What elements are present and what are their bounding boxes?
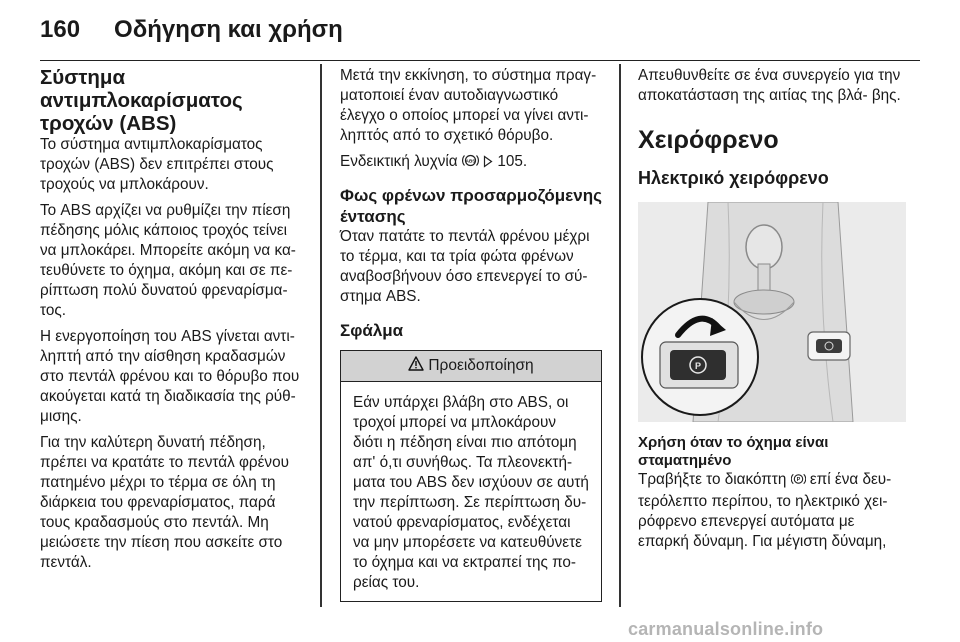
warning-title: Προειδοποίηση bbox=[428, 356, 534, 374]
warning-body bbox=[341, 382, 601, 601]
warning-header bbox=[341, 351, 601, 382]
handbrake-instructions bbox=[638, 470, 908, 552]
watermark-text: carmanualsonline.info bbox=[628, 619, 824, 639]
svg-text:ABS: ABS bbox=[465, 158, 476, 164]
column-left bbox=[40, 66, 302, 579]
page-title: Οδήγηση και χρήση bbox=[114, 16, 343, 43]
brake-light-heading: Φως φρένων προσαρμοζόμενης έντασης bbox=[340, 186, 602, 226]
fault-heading: Σφάλμα bbox=[340, 321, 404, 340]
instruction-text-end: επί ένα δευ- τερόλεπτο περίπου, το ηλεκτρικό χει- ρόφρενο επενεργεί αυτόματα με επαρκή δύναμη. Για μέγιστη δύναμη, bbox=[638, 471, 892, 550]
page-number: 160 bbox=[40, 16, 81, 43]
warning-box bbox=[340, 350, 602, 602]
electric-handbrake-title: Ηλεκτρικό χειρόφρενο bbox=[638, 168, 829, 188]
abs-paragraph: Το σύστημα αντιμπλοκαρίσματος τροχών (ABS) δεν επιτρέπει στους τροχούς να μπλοκάρουν. bbox=[40, 136, 274, 193]
instruction-text-start: Τραβήξτε το διακόπτη bbox=[638, 471, 787, 488]
page-header bbox=[40, 10, 343, 50]
abs-paragraph: Η ενεργοποίηση του ABS γίνεται αντι- ληπτή από την αίσθηση κραδασμών στο πεντάλ φρένου και το θόρυβο που ακούγεται κατά τη διαδικασία της ρύθ- μισης. bbox=[40, 328, 300, 425]
parking-brake-icon bbox=[791, 472, 806, 492]
page-reference-arrow-icon bbox=[483, 154, 493, 174]
header-rule bbox=[40, 60, 920, 61]
brake-light-paragraph: Όταν πατάτε το πεντάλ φρένου μέχρι το τέρμα, και τα τρία φώτα φρένων αναβοσβήνουν όσο επενεργεί το σύ- στημα ABS. bbox=[340, 228, 590, 305]
abs-heading: Σύστημα αντιμπλοκαρίσματος τροχών (ABS) bbox=[40, 66, 243, 135]
column-middle bbox=[340, 66, 602, 602]
warning-triangle-icon bbox=[408, 356, 428, 376]
workshop-paragraph: Απευθυνθείτε σε ένα συνεργείο για την αποκατάσταση της αιτίας της βλά- βης. bbox=[638, 67, 901, 104]
handbrake-section-title: Χειρόφρενο bbox=[638, 126, 779, 154]
abs-paragraph: Το ABS αρχίζει να ρυθμίζει την πίεση πέδησης μόλις κάποιος τροχός τείνει να μπλοκάρει. Μπορείτε ακόμη να κα- τευθύνετε το όχημα, ακόμη και σε πε- ρίπτωση πολύ δυνατού φρεναρίσμα- τος. bbox=[40, 202, 296, 319]
abs-warning-light-icon bbox=[462, 153, 479, 174]
indicator-page-ref: 105. bbox=[497, 153, 528, 170]
column-divider bbox=[619, 64, 621, 607]
handbrake-illustration bbox=[638, 202, 906, 422]
indicator-label: Ενδεικτική λυχνία bbox=[340, 153, 458, 170]
abs-paragraph: Για την καλύτερη δυνατή πέδηση, πρέπει να κρατάτε το πεντάλ φρένου πατημένο μέχρι το τέρμα σε όλη τη διάρκεια του φρεναρίσματος, παρά τους κραδασμούς στο πεντάλ. Μη μειώσετε την πίεση που ασκείτε στο πεντάλ. bbox=[40, 434, 289, 571]
stationary-use-heading: Χρήση όταν το όχημα είναι σταματημένο bbox=[638, 434, 829, 469]
column-right bbox=[638, 66, 908, 558]
svg-text:P: P bbox=[694, 361, 702, 371]
self-test-paragraph: Μετά την εκκίνηση, το σύστημα πραγ- ματοποιεί έναν αυτοδιαγνωστικό έλεγχο ο οποίος μπορεί να γίνει αντι- ληπτός από το σχετικό θόρυβο. bbox=[340, 67, 597, 144]
indicator-reference bbox=[340, 152, 602, 174]
warning-text: Εάν υπάρχει βλάβη στο ABS, οι τροχοί μπορεί να μπλοκάρουν διότι η πέδηση είναι πιο απότομη απ' ό,τι συνήθως. Τα πλεονεκτή- ματα του ABS δεν ισχύουν σε αυτή την περίπτωση. Σε περίπτωση δυ- νατού φρεναρίσματος, ενδέχεται να μην μπορέσετε να κατευθύνετε το όχημα και να εκτραπεί της πο- ρείας του. bbox=[353, 393, 589, 591]
svg-text:P: P bbox=[796, 477, 800, 483]
column-divider bbox=[320, 64, 322, 607]
